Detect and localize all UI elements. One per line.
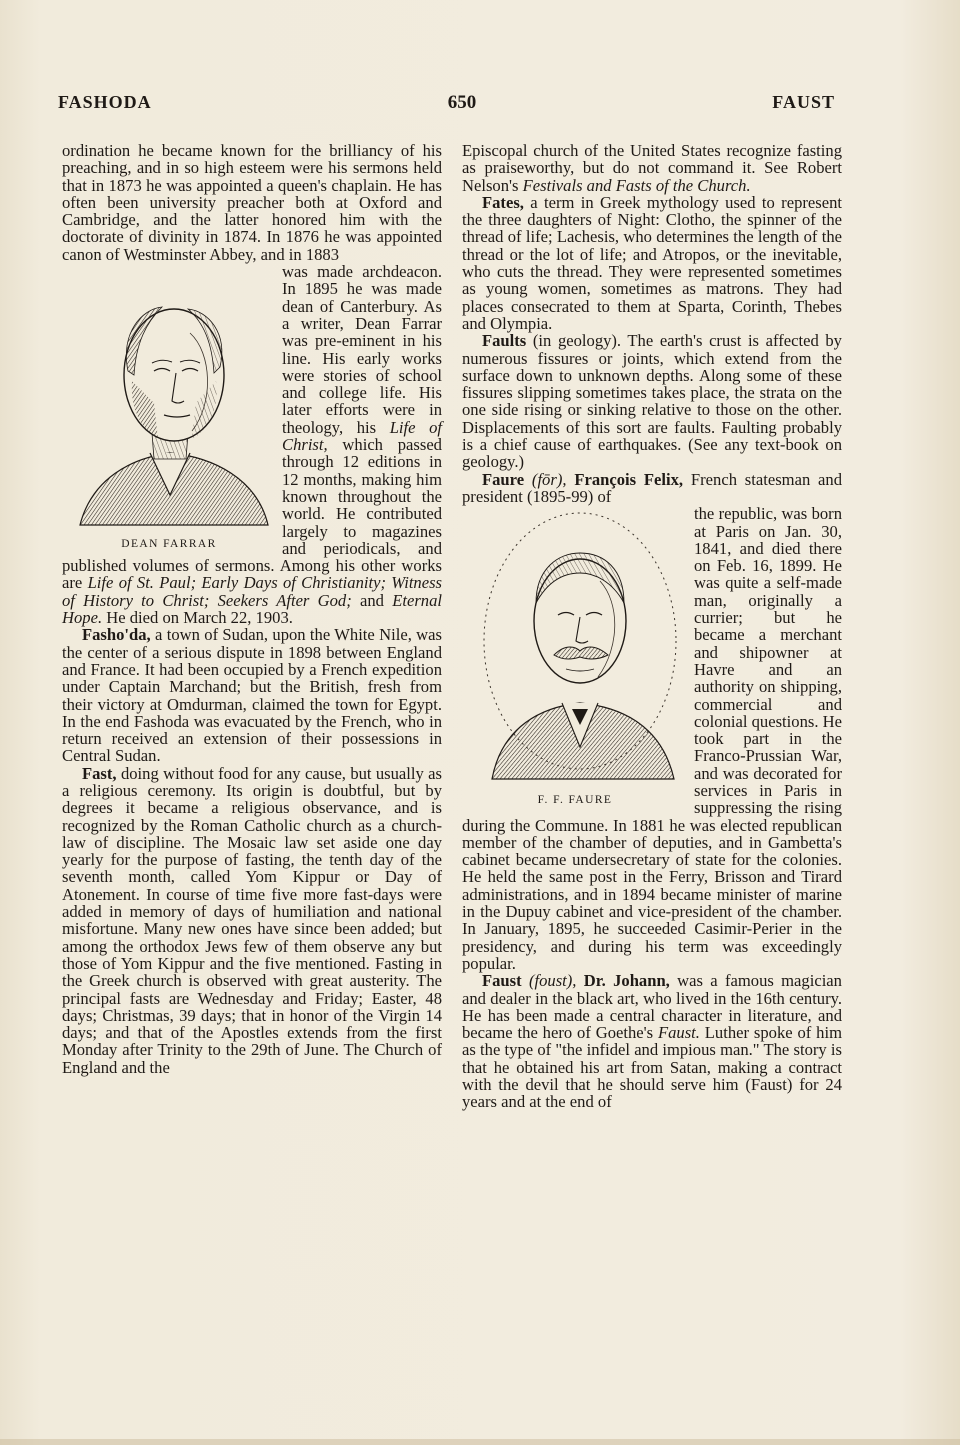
headword-fates: Fates, bbox=[482, 192, 524, 212]
faust-text: was a famous magician and dealer in the black art, who lived in the 16th century. He has been made a central character in literature, and became the hero of Goethe's bbox=[462, 971, 842, 1043]
headword-faust: Faust bbox=[482, 971, 522, 991]
entry-faust bbox=[462, 972, 842, 1110]
dean-farrar-figure bbox=[62, 263, 276, 553]
farrar-death-date: He died on March 22, 1903. bbox=[106, 608, 293, 628]
entry-faults bbox=[462, 332, 842, 470]
work-title-eternal-hope: Eternal Hope. bbox=[62, 590, 442, 628]
fast-reference-title: Festivals and Fasts of the Church. bbox=[522, 175, 751, 195]
faure-figure bbox=[462, 511, 688, 809]
fashoda-text: a town of Sudan, upon the White Nile, was the center of a serious dispute in 1898 between England and France. It had been occupied by a French expedition under Captain Marchand; but the British, fresh from their victory at Omdurman, claimed the town for Egypt. In the end Fashoda was evacuated by the French, who in return received an extension of their possessions in Central Sudan. bbox=[62, 625, 442, 766]
work-titles-list: Life of St. Paul; Early Days of Christianity; Witness of History to Christ; Seekers After God; bbox=[62, 573, 442, 610]
faure-bio-text: the republic, was born at Paris on Jan. 30, 1841, and died there on Feb. 16, 1899. He was quite a self-made man, originally a currier; but he became a merchant and shipowner at Havre and an authority on shipping, commercial and colonial questions. He took part in the Franco-Prussian War, and was bbox=[694, 504, 842, 783]
fast-text: doing without food for any cause, but usually as a religious ceremony. Its origin is doubtful, but by degrees it became a religious observance, and is recognized by the Roman Catholic church as a church-law of discipline. The Mosaic law set aside one day yearly for the purpose of fasting, the tenth day of the seventh month, called Yom Kippur or Day of Atonement. In course of time five more fast-days were added in memory of days of humiliation and national misfortune. Many new ones have since been added; but among the orthodox Jews few of them observe any but those of Yom Kippur and the five mentioned. Fasting in the Greek church is observed with great austerity. The principal fasts are Wednesday and Friday; Easter, 48 days; Christmas, 39 days; that in honor of the Virgin 14 days; and that of the Apostles extends from the first Monday after Trinity to the 29th of June. The Church of England and the bbox=[62, 763, 442, 1077]
entry-fast bbox=[62, 765, 442, 1076]
faure-intro-text: French statesman and president (1895-99) of bbox=[462, 469, 843, 506]
headword-faust-name: Dr. Johann, bbox=[583, 971, 670, 991]
fates-text: a term in Greek mythology used to represent the three daughters of Night: Clotho, the spinner of the thread of life; Lachesis, who determines the length of the thread or the lot of life; and Atropos, or the inevitable, who cuts the thread. They were represented sometimes as young women, sometimes as matrons. They had places consecrated to them at Sparta, Corinth, Thebes and Olympia. bbox=[462, 192, 842, 333]
header-right-word: FAUST bbox=[772, 92, 835, 112]
farrar-text-top bbox=[62, 142, 442, 263]
entry-faure bbox=[462, 471, 842, 506]
faure-career-text: decorated for services in Paris in suppressing the rising during the Commune. In 1881 he was elected republican member of the chamber of deputies, and in Gambetta's cabinet became undersecretary of state for the colonies. He held the same post in the Ferry, Brisson and Tirard administrations, and in 1894 became minister of marine in the Dupuy cabinet and vice-president of the chamber. In January, 1895, he succeeded Casimir-Perier in the presidency, and during his term was exceedingly popular. bbox=[462, 763, 842, 973]
left-column bbox=[62, 142, 442, 1076]
right-column bbox=[462, 142, 842, 1111]
figure-caption-farrar: DEAN FARRAR bbox=[121, 537, 217, 550]
header-left-word: FASHODA bbox=[58, 92, 152, 112]
headword-faure-name: François Felix, bbox=[574, 469, 684, 489]
running-head bbox=[58, 92, 835, 114]
headword-fashoda: Fasho'da, bbox=[82, 625, 151, 645]
portrait-engraving-faure bbox=[462, 511, 688, 787]
work-title-faust: Faust. bbox=[657, 1023, 700, 1043]
headword-faults: Faults bbox=[482, 331, 527, 351]
headword-faure: Faure bbox=[482, 469, 525, 489]
faust-text-continued: Luther spoke of him as the type of "the infidel and impious man." The story is that he obtained his art from Satan, making a contract with the devil that he should serve him (Faust) for 24 years and at the end of bbox=[462, 1023, 842, 1112]
faults-text: (in geology). The earth's crust is affected by numerous fissures or joints, which extend from the surface down to unknown depths. Along some of these fissures slipping sometimes takes place, the strata on the one side rising or sinking relative to those on the other. Displacements of this sort are faults. Faulting probably is a chief cause of earthquakes. (See any text-book on geology.) bbox=[462, 331, 842, 472]
farrar-text-part4: months, making him known throughout the world. He contributed largely to magazines and periodicals, and published volumes of sermons. Among his other works are bbox=[62, 469, 442, 593]
figure-caption-faure: F. F. FAURE bbox=[537, 793, 613, 806]
pronunciation-faure: (fōr), bbox=[531, 469, 567, 489]
farrar-text-part1: ordination he became known for the brilliancy of his preaching, and in so high esteem were his sermons held that in 1873 he was appointed a queen's chaplain. He has often been university preacher both at Oxford and Cambridge, and the latter honored him with the doctorate of divinity in 1874. In 1876 he was appointed canon of Westminster Abbey, and in 1883 bbox=[62, 141, 442, 264]
entry-fates bbox=[462, 194, 842, 332]
page-number: 650 bbox=[447, 92, 477, 113]
portrait-engraving-farrar bbox=[62, 263, 276, 535]
farrar-text-part2: was made archdeacon. In 1895 he was made dean of Canterbury. As a writer, Dean Farrar was pre-eminent in his line. His early works were stories of school and college life. His later efforts were in theology, his bbox=[282, 262, 442, 437]
headword-fast: Fast, bbox=[82, 763, 117, 783]
work-title-life-of-christ: Life of Christ, bbox=[282, 417, 442, 455]
fast-continuation bbox=[462, 142, 842, 194]
farrar-text-part3: which passed through 12 editions in 12 bbox=[282, 435, 442, 489]
fast-cont-text: Episcopal church of the United States recognize fasting as praiseworthy, but do not command it. See Robert Nelson's bbox=[462, 141, 842, 195]
conjunction-and: and bbox=[360, 590, 384, 610]
entry-fashoda bbox=[62, 626, 442, 764]
pronunciation-faust: (foust), bbox=[528, 971, 577, 991]
